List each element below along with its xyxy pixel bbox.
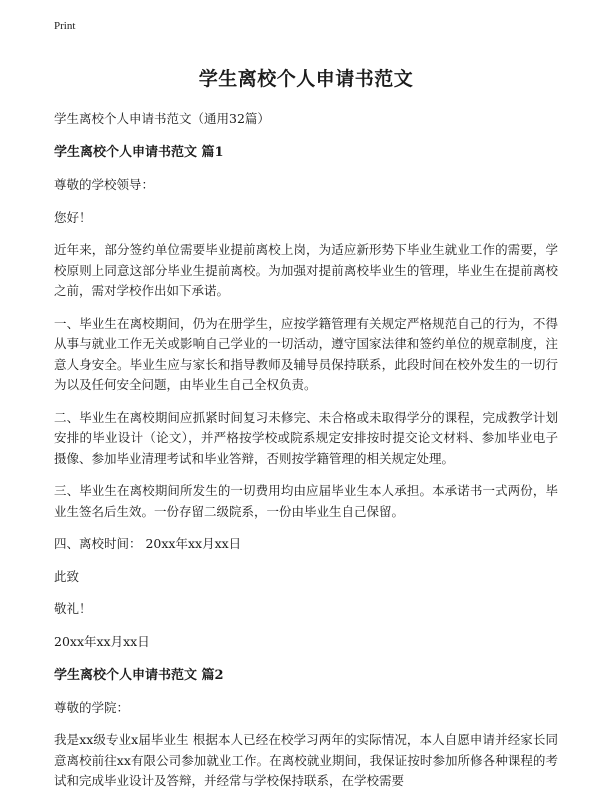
salutation: 尊敬的学院：: [54, 699, 130, 715]
signature-date: 20xx年xx月xx日: [54, 633, 150, 649]
paragraph: 三、毕业生在离校期间所发生的一切费用均由应届毕业生本人承担。本承诺书一式两份，毕业生签名后生效。一份存留二级院系，一份由毕业生自己保留。: [54, 483, 558, 519]
document-subtitle: 学生离校个人申请书范文（通用32篇）: [54, 111, 270, 126]
paragraph: 二、毕业生在离校期间应抓紧时间复习未修完、未合格或未取得学分的课程，完成教学计划安排的毕业设计（论文），并严格按学校或院系规定安排按时提交论文材料、参加毕业电子摄像、参加毕业清理考试和毕业答辩，否则按学籍管理的相关规定处理。: [54, 409, 558, 466]
paragraph: 我是xx级专业x届毕业生 根据本人已经在校学习两年的实际情况，本人自愿申请并经家长同意离校前往xx有限公司参加就业工作。在离校就业期间，我保证按时参加所修各种课程的考试和完成毕业设计及答辩，并经常与学校保持联系，在学校需要: [54, 732, 558, 788]
greeting: 您好！: [54, 209, 92, 225]
leave-time: 四、离校时间： 20xx年xx月xx日: [54, 536, 242, 551]
paragraph: 近年来，部分签约单位需要毕业提前离校上岗，为适应新形势下毕业生就业工作的需要，学校原则上同意这部分毕业生提前离校。为加强对提前离校毕业生的管理，毕业生在提前离校之前，需对学校作出如下承诺。: [54, 242, 558, 298]
section-heading: 学生离校个人申请书范文 篇2: [54, 667, 224, 683]
salutation: 尊敬的学校领导：: [54, 177, 155, 192]
closing-line: 敬礼！: [54, 601, 92, 616]
section-1: [54, 143, 558, 652]
print-link[interactable]: Print: [54, 20, 76, 32]
section-2: [54, 666, 558, 792]
closing-line: 此致: [54, 568, 80, 584]
paragraph: 一、毕业生在离校期间，仍为在册学生，应按学籍管理有关规定严格规范自己的行为，不得从事与就业工作无关或影响自己学业的一切活动，遵守国家法律和签约单位的规章制度，注意人身安全。毕业生应与家长和指导教师及辅导员保持联系，此段时间在校外发生的一切行为以及任何安全问题，由毕业生自己全权负责。: [54, 315, 558, 392]
section-heading: 学生离校个人申请书范文 篇1: [54, 145, 224, 160]
document-title: 学生离校个人申请书范文: [198, 68, 414, 90]
